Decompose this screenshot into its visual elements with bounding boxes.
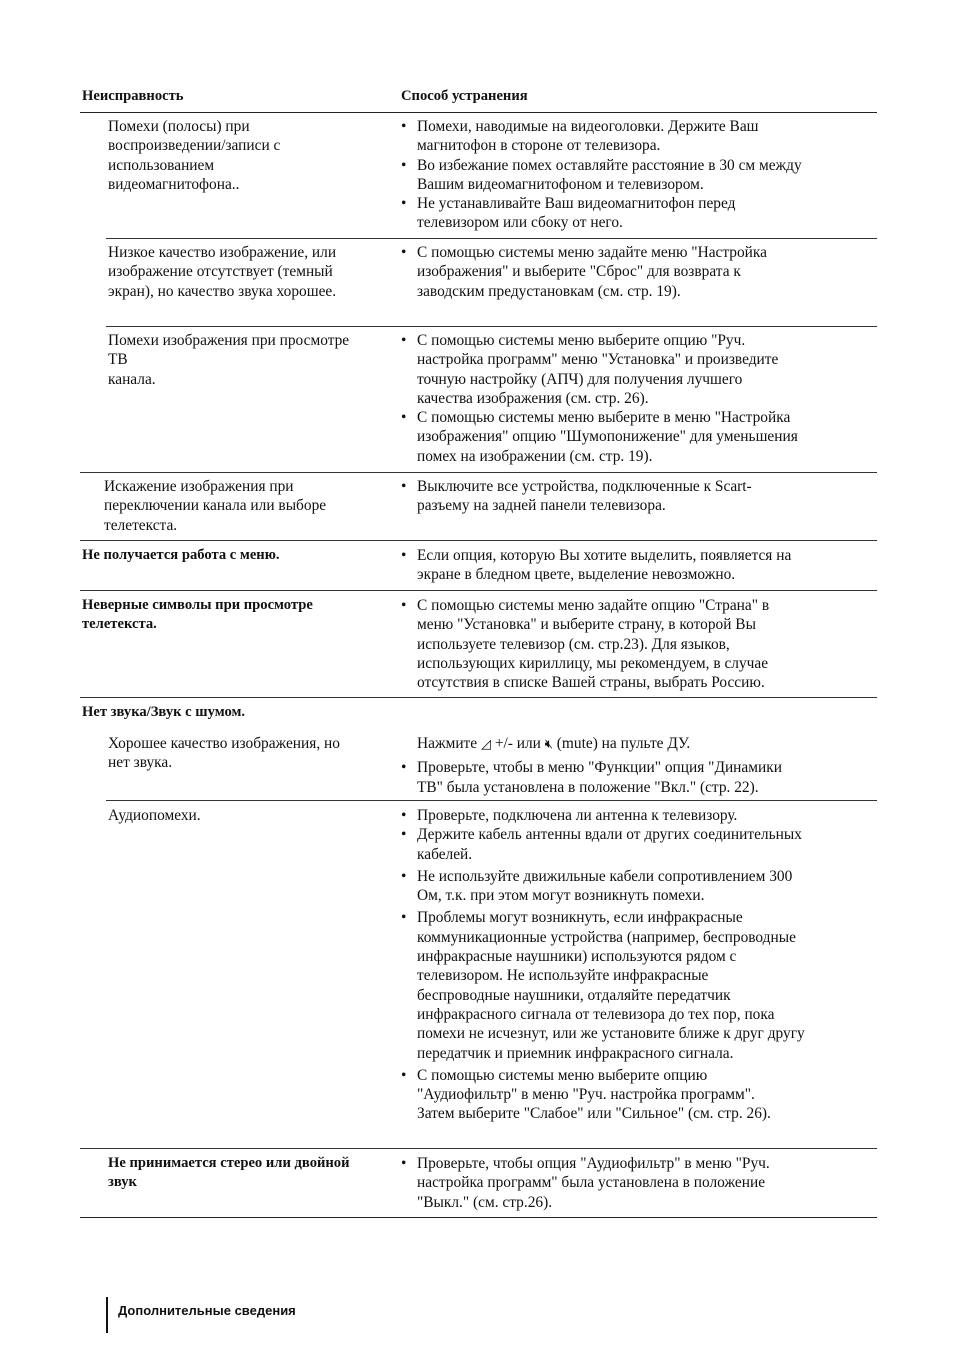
solution-item: • С помощью системы меню выберите опцию "Аудиофильтр" в меню "Руч. настройка программ". Затем выберите "Слабое" или "Сильное" (см. стр. 26). <box>401 1066 877 1124</box>
problem-video-noise <box>108 117 400 194</box>
solution-no-stereo <box>401 1154 877 1212</box>
solution-item: • Проверьте, чтобы в меню "Функции" опция "Динамики ТВ" была установлена в положение "Вкл." (стр. 22). <box>401 758 877 797</box>
row-divider <box>80 540 877 541</box>
problem-wrong-teletext-chars <box>82 596 374 635</box>
problem-line: Неверные символы при просмотре <box>82 597 313 613</box>
solution-item: • Не устанавливайте Ваш видеомагнитофон перед телевизором или сбоку от него. <box>401 194 877 233</box>
problem-line: Низкое качество изображение, или <box>108 244 337 261</box>
problem-low-picture-quality <box>108 243 400 301</box>
row-divider <box>106 326 877 327</box>
solution-item: • Держите кабель антенны вдали от других соединительных кабелей. <box>401 825 877 864</box>
header-problem: Неисправность <box>82 88 184 104</box>
solution-item: • Проверьте, подключена ли антенна к телевизору. <box>401 806 877 825</box>
footer-bar <box>106 1297 108 1333</box>
solution-tv-picture-noise <box>401 331 877 466</box>
solution-no-sound <box>401 734 877 797</box>
problem-line: Помехи изображения при просмотре <box>108 332 350 349</box>
problem-line: Не принимается стерео или двойной <box>108 1155 350 1171</box>
problem-line: Аудиопомехи. <box>108 807 201 824</box>
problem-audio-noise <box>108 806 400 825</box>
volume-icon: ◿ <box>480 737 491 752</box>
section-no-sound <box>82 703 374 722</box>
problem-no-stereo <box>108 1154 400 1193</box>
row-divider <box>80 697 877 698</box>
table-bottom-rule <box>80 1217 877 1218</box>
footer-section-title: Дополнительные сведения <box>118 1303 296 1318</box>
problem-line: ТВ <box>108 351 128 369</box>
solution-menu-not-working <box>401 546 877 585</box>
problem-line: телетекста. <box>82 616 157 633</box>
solution-item: • Проверьте, чтобы опция "Аудиофильтр" в меню "Руч. настройка программ" была установлена в положение "Выкл." (см. стр.26). <box>401 1154 877 1212</box>
solution-item: • Не используйте движильные кабели сопротивлением 300 Ом, т.к. при этом могут возникнуть помехи. <box>401 867 877 906</box>
solution-item: • Если опция, которую Вы хотите выделить, появляется на экране в бледном цвете, выделение невозможно. <box>401 546 877 585</box>
row-divider <box>80 1148 877 1149</box>
problem-line: использованием <box>108 156 215 174</box>
problem-picture-distortion <box>104 477 396 535</box>
row-divider <box>106 238 877 239</box>
problem-no-sound <box>108 734 400 773</box>
solution-item: • Во избежание помех оставляйте расстояние в 30 см между Вашим видеомагнитофоном и телевизором. <box>401 156 877 195</box>
problem-line: нет звука. <box>108 754 173 772</box>
problem-line: Искажение изображения при <box>104 478 294 495</box>
problem-line: видеомагнитофона.. <box>108 175 240 193</box>
row-divider <box>106 800 877 801</box>
problem-line: экран), но качество звука хорошее. <box>108 282 337 300</box>
solution-low-picture-quality <box>401 243 877 301</box>
solution-intro: Нажмите ◿ +/- или 🔇︎ (mute) на пульте ДУ. <box>417 735 691 752</box>
problem-line: Хорошее качество изображения, но <box>108 735 340 752</box>
solution-item: • С помощью системы меню задайте опцию "Страна" в меню "Установка" и выберите страну, в которой Вы используете телевизор (см. стр.23). Для языков, использующих кириллицу, мы рекомендуем, в случае отсутствия в списке Вашей страны, выбрать Россию. <box>401 596 877 692</box>
solution-picture-distortion <box>401 477 877 516</box>
problem-tv-picture-noise <box>108 331 400 389</box>
row-divider <box>80 590 877 591</box>
solution-video-noise <box>401 117 877 233</box>
problem-line: звук <box>108 1174 137 1191</box>
mute-icon: 🔇︎ <box>544 737 553 752</box>
solution-audio-noise <box>401 806 877 1124</box>
problem-line: воспроизведении/записи с <box>108 137 281 155</box>
solution-item: • Выключите все устройства, подключенные к Scart- разъему на задней панели телевизора. <box>401 477 877 516</box>
header-solution: Способ устранения <box>401 88 528 104</box>
solution-item: • С помощью системы меню выберите в меню "Настройка изображения" опцию "Шумопонижение" для уменьшения помех на изображении (см. стр. 19). <box>401 408 877 466</box>
problem-line: телетекста. <box>104 516 178 534</box>
solution-item: • Проблемы могут возникнуть, если инфракрасные коммуникационные устройства (например, беспроводные инфракрасные наушники) используются рядом с телевизором. Не используйте инфракрасные беспроводные наушники, отдаляйте передатчик инфракрасного сигнала от телевизора до тех пор, пока помехи не исчезнут, или же установите ближе к друг другу передатчик и приемник инфракрасного сигнала. <box>401 908 877 1062</box>
problem-line: изображение отсутствует (темный <box>108 263 333 281</box>
solution-item: • Помехи, наводимые на видеоголовки. Держите Ваш магнитофон в стороне от телевизора. <box>401 117 877 156</box>
problem-line: канала. <box>108 370 156 388</box>
problem-line: переключении канала или выборе <box>104 497 327 515</box>
problem-menu-not-working <box>82 546 374 565</box>
solution-item: • С помощью системы меню задайте меню "Настройка изображения" и выберите "Сброс" для возврата к заводским предустановкам (см. стр. 19). <box>401 243 877 301</box>
problem-line: Не получается работа с меню. <box>82 547 280 563</box>
solution-item: • С помощью системы меню выберите опцию "Руч. настройка программ" меню "Установка" и произведите точную настройку (АПЧ) для получения лучшего качества изображения (см. стр. 26). <box>401 331 877 408</box>
header-rule <box>80 112 877 113</box>
section-heading: Нет звука/Звук с шумом. <box>82 704 246 720</box>
problem-line: Помехи (полосы) при <box>108 118 250 135</box>
solution-wrong-teletext-chars <box>401 596 877 692</box>
row-divider <box>80 472 877 473</box>
